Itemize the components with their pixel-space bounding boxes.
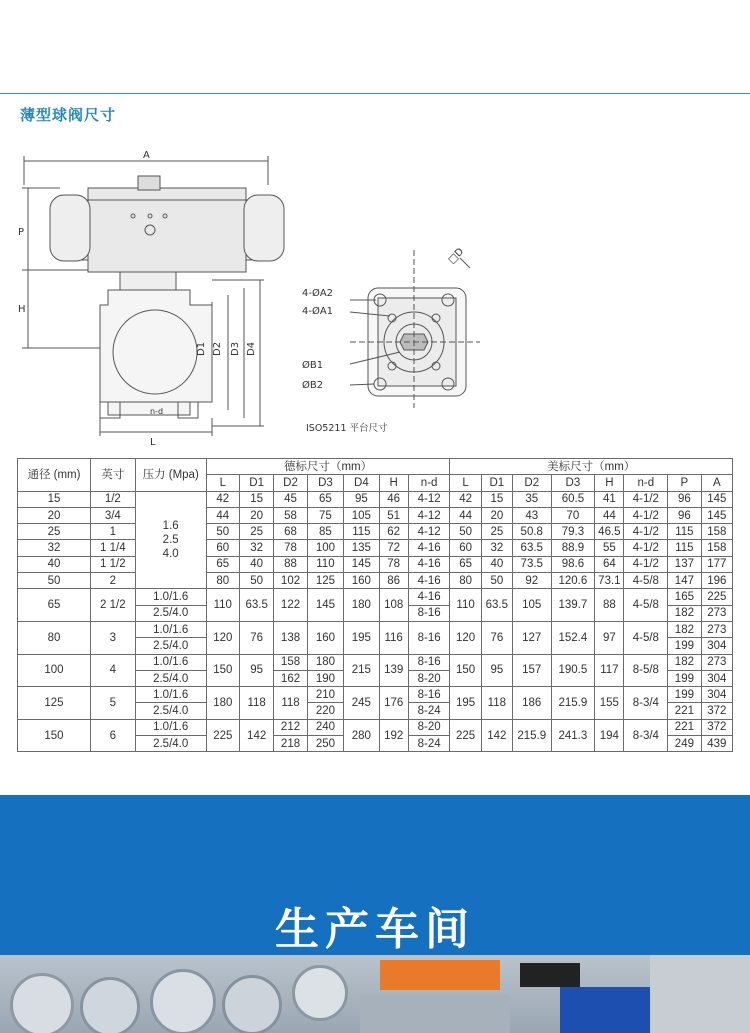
cell-ansi: 15 bbox=[481, 491, 512, 507]
cell-ansi: 145 bbox=[701, 491, 732, 507]
cell-ansi: 372 bbox=[701, 719, 732, 735]
cell-dn: 50 bbox=[18, 573, 91, 589]
cell-din: 220 bbox=[307, 703, 343, 719]
header-inch: 英寸 bbox=[90, 459, 135, 492]
cell-din: 85 bbox=[307, 524, 343, 540]
cell-din: 45 bbox=[274, 491, 307, 507]
cell-din: 250 bbox=[307, 736, 343, 752]
cell-ansi: 199 bbox=[668, 638, 701, 654]
header-din-col: D4 bbox=[344, 475, 379, 491]
banner-title: 生产车间 bbox=[275, 904, 475, 955]
cell-ansi: 142 bbox=[481, 719, 512, 752]
cell-ansi: 96 bbox=[668, 491, 701, 507]
cell-ansi: 50.8 bbox=[512, 524, 551, 540]
header-ansi-col: A bbox=[701, 475, 732, 491]
header-row-1 bbox=[18, 459, 733, 475]
cell-ansi: 186 bbox=[512, 687, 551, 720]
cell-din: 4-12 bbox=[408, 491, 450, 507]
table-row bbox=[18, 507, 733, 523]
header-ansi: 美标尺寸（mm） bbox=[450, 459, 733, 475]
cell-din: 88 bbox=[274, 556, 307, 572]
header-dn: 通径 (mm) bbox=[18, 459, 91, 492]
cell-pressure: 1.0/1.6 bbox=[135, 589, 206, 605]
cell-ansi: 63.5 bbox=[512, 540, 551, 556]
cell-ansi: 44 bbox=[450, 507, 481, 523]
cell-din: 76 bbox=[239, 621, 273, 654]
cell-pressure: 2.5/4.0 bbox=[135, 605, 206, 621]
cell-din: 95 bbox=[344, 491, 379, 507]
cell-dn: 32 bbox=[18, 540, 91, 556]
pressure-value: 4.0 bbox=[162, 547, 179, 560]
cell-pressure: 2.5/4.0 bbox=[135, 703, 206, 719]
cell-dn: 125 bbox=[18, 687, 91, 720]
table-row bbox=[18, 491, 733, 507]
spec-table-body bbox=[18, 459, 733, 752]
cell-ansi: 158 bbox=[701, 524, 732, 540]
cell-ansi: 35 bbox=[512, 491, 551, 507]
cell-din: 42 bbox=[206, 491, 239, 507]
cell-din: 100 bbox=[307, 540, 343, 556]
cell-din: 120 bbox=[206, 621, 239, 654]
cell-ansi: 137 bbox=[668, 556, 701, 572]
cell-ansi: 115 bbox=[668, 524, 701, 540]
table-row bbox=[18, 573, 733, 589]
cell-din: 162 bbox=[274, 670, 307, 686]
cell-ansi: 177 bbox=[701, 556, 732, 572]
label-a1: 4-ØA1 bbox=[302, 306, 334, 317]
cell-ansi: 46.5 bbox=[595, 524, 624, 540]
cell-ansi: 182 bbox=[668, 654, 701, 670]
section-title: 薄型球阀尺寸 bbox=[20, 106, 117, 124]
cell-ansi: 199 bbox=[668, 687, 701, 703]
cell-din: 32 bbox=[239, 540, 273, 556]
cell-ansi: 79.3 bbox=[551, 524, 595, 540]
cell-ansi: 165 bbox=[668, 589, 701, 605]
cell-ansi: 73.5 bbox=[512, 556, 551, 572]
cell-din: 40 bbox=[239, 556, 273, 572]
cell-ansi: 25 bbox=[481, 524, 512, 540]
cell-ansi: 241.3 bbox=[551, 719, 595, 752]
cell-ansi: 50 bbox=[481, 573, 512, 589]
cell-din: 176 bbox=[379, 687, 408, 720]
cell-din: 102 bbox=[274, 573, 307, 589]
cell-ansi: 273 bbox=[701, 621, 732, 637]
cell-din: 122 bbox=[274, 589, 307, 622]
cell-din: 145 bbox=[344, 556, 379, 572]
table-row bbox=[18, 687, 733, 703]
cell-ansi: 98.6 bbox=[551, 556, 595, 572]
cell-din: 225 bbox=[206, 719, 239, 752]
cell-inch: 3 bbox=[90, 621, 135, 654]
cell-ansi: 118 bbox=[481, 687, 512, 720]
cell-din: 110 bbox=[307, 556, 343, 572]
cell-din: 4-12 bbox=[408, 524, 450, 540]
cell-ansi: 43 bbox=[512, 507, 551, 523]
cell-ansi: 199 bbox=[668, 670, 701, 686]
cell-ansi: 8-3/4 bbox=[624, 687, 668, 720]
cell-ansi: 4-5/8 bbox=[624, 621, 668, 654]
cell-ansi: 196 bbox=[701, 573, 732, 589]
cell-ansi: 40 bbox=[481, 556, 512, 572]
cell-inch: 6 bbox=[90, 719, 135, 752]
cell-din: 150 bbox=[206, 654, 239, 687]
cell-din: 68 bbox=[274, 524, 307, 540]
cell-din: 215 bbox=[344, 654, 379, 687]
cell-ansi: 120.6 bbox=[551, 573, 595, 589]
cell-din: 15 bbox=[239, 491, 273, 507]
cell-din: 135 bbox=[344, 540, 379, 556]
cell-dn: 150 bbox=[18, 719, 91, 752]
cell-ansi: 182 bbox=[668, 605, 701, 621]
cell-ansi: 4-5/8 bbox=[624, 589, 668, 622]
pressure-value: 2.5 bbox=[162, 533, 179, 546]
cell-inch: 1/2 bbox=[90, 491, 135, 507]
dim-l: L bbox=[150, 437, 156, 448]
header-din-col: D3 bbox=[307, 475, 343, 491]
pressure-value: 1.6 bbox=[162, 519, 179, 532]
cell-din: 60 bbox=[206, 540, 239, 556]
cell-ansi: 110 bbox=[450, 589, 481, 622]
cell-dn: 40 bbox=[18, 556, 91, 572]
cell-din: 72 bbox=[379, 540, 408, 556]
cell-ansi: 304 bbox=[701, 638, 732, 654]
cell-ansi: 225 bbox=[450, 719, 481, 752]
cell-ansi: 150 bbox=[450, 654, 481, 687]
dim-p: P bbox=[18, 227, 25, 238]
header-ansi-col: D1 bbox=[481, 475, 512, 491]
cell-din: 190 bbox=[307, 670, 343, 686]
cell-din: 63.5 bbox=[239, 589, 273, 622]
cell-ansi: 195 bbox=[450, 687, 481, 720]
cell-ansi: 145 bbox=[701, 507, 732, 523]
cell-dn: 25 bbox=[18, 524, 91, 540]
cell-inch: 4 bbox=[90, 654, 135, 687]
dim-h: H bbox=[18, 304, 26, 315]
cell-ansi: 60 bbox=[450, 540, 481, 556]
cell-ansi: 4-1/2 bbox=[624, 540, 668, 556]
dim-d3: D3 bbox=[230, 341, 241, 356]
cell-din: 8-20 bbox=[408, 670, 450, 686]
cell-din: 75 bbox=[307, 507, 343, 523]
cell-pressure: 1.0/1.6 bbox=[135, 687, 206, 703]
cell-ansi: 4-5/8 bbox=[624, 573, 668, 589]
cell-din: 50 bbox=[239, 573, 273, 589]
cell-ansi: 4-1/2 bbox=[624, 556, 668, 572]
table-row bbox=[18, 540, 733, 556]
cell-din: 4-12 bbox=[408, 507, 450, 523]
table-row bbox=[18, 524, 733, 540]
cell-din: 4-16 bbox=[408, 540, 450, 556]
cell-din: 125 bbox=[307, 573, 343, 589]
cell-din: 210 bbox=[307, 687, 343, 703]
cell-ansi: 32 bbox=[481, 540, 512, 556]
table-row bbox=[18, 589, 733, 605]
cell-ansi: 155 bbox=[595, 687, 624, 720]
cell-din: 280 bbox=[344, 719, 379, 752]
table-row bbox=[18, 654, 733, 670]
cell-ansi: 304 bbox=[701, 687, 732, 703]
table-row bbox=[18, 556, 733, 572]
cell-din: 58 bbox=[274, 507, 307, 523]
cell-ansi: 64 bbox=[595, 556, 624, 572]
cell-din: 105 bbox=[344, 507, 379, 523]
cell-ansi: 127 bbox=[512, 621, 551, 654]
cell-din: 86 bbox=[379, 573, 408, 589]
cell-din: 50 bbox=[206, 524, 239, 540]
cell-din: 118 bbox=[274, 687, 307, 720]
cell-din: 118 bbox=[239, 687, 273, 720]
header-din-col: n-d bbox=[408, 475, 450, 491]
cell-din: 78 bbox=[274, 540, 307, 556]
cell-din: 142 bbox=[239, 719, 273, 752]
cell-ansi: 73.1 bbox=[595, 573, 624, 589]
workshop-photo bbox=[0, 955, 750, 1033]
cell-din: 80 bbox=[206, 573, 239, 589]
cell-ansi: 95 bbox=[481, 654, 512, 687]
dim-d2: D2 bbox=[212, 341, 223, 356]
header-din-col: L bbox=[206, 475, 239, 491]
cell-din: 116 bbox=[379, 621, 408, 654]
header-ansi-col: n-d bbox=[624, 475, 668, 491]
label-d: □D bbox=[446, 246, 467, 267]
cell-ansi: 215.9 bbox=[551, 687, 595, 720]
table-row bbox=[18, 719, 733, 735]
cell-din: 158 bbox=[274, 654, 307, 670]
cell-ansi: 120 bbox=[450, 621, 481, 654]
cell-inch: 1 1/2 bbox=[90, 556, 135, 572]
cell-pressure: 1.0/1.6 bbox=[135, 654, 206, 670]
header-ansi-col: P bbox=[668, 475, 701, 491]
cell-ansi: 4-1/2 bbox=[624, 491, 668, 507]
cell-dn: 100 bbox=[18, 654, 91, 687]
cell-ansi: 8-5/8 bbox=[624, 654, 668, 687]
cell-din: 180 bbox=[206, 687, 239, 720]
header-din: 德标尺寸（mm） bbox=[206, 459, 450, 475]
iso-caption: ISO5211 平台尺寸 bbox=[306, 423, 388, 434]
cell-ansi: 41 bbox=[595, 491, 624, 507]
cell-ansi: 105 bbox=[512, 589, 551, 622]
cell-ansi: 221 bbox=[668, 719, 701, 735]
cell-din: 51 bbox=[379, 507, 408, 523]
cell-inch: 2 bbox=[90, 573, 135, 589]
cell-din: 138 bbox=[274, 621, 307, 654]
cell-din: 62 bbox=[379, 524, 408, 540]
cell-din: 180 bbox=[307, 654, 343, 670]
cell-ansi: 42 bbox=[450, 491, 481, 507]
cell-inch: 3/4 bbox=[90, 507, 135, 523]
header-din-col: D1 bbox=[239, 475, 273, 491]
cell-ansi: 139.7 bbox=[551, 589, 595, 622]
label-a2: 4-ØA2 bbox=[302, 288, 334, 299]
cell-din: 8-20 bbox=[408, 719, 450, 735]
cell-ansi: 63.5 bbox=[481, 589, 512, 622]
cell-ansi: 88 bbox=[595, 589, 624, 622]
cell-inch: 5 bbox=[90, 687, 135, 720]
cell-dn: 80 bbox=[18, 621, 91, 654]
cell-din: 110 bbox=[206, 589, 239, 622]
cell-din: 240 bbox=[307, 719, 343, 735]
cell-din: 192 bbox=[379, 719, 408, 752]
cell-ansi: 273 bbox=[701, 654, 732, 670]
cell-pressure: 2.5/4.0 bbox=[135, 736, 206, 752]
cell-din: 115 bbox=[344, 524, 379, 540]
cell-ansi: 117 bbox=[595, 654, 624, 687]
cell-ansi: 96 bbox=[668, 507, 701, 523]
cell-din: 195 bbox=[344, 621, 379, 654]
cell-ansi: 215.9 bbox=[512, 719, 551, 752]
valve-drawing-svg bbox=[0, 140, 520, 450]
header-ansi-col: H bbox=[595, 475, 624, 491]
cell-din: 160 bbox=[344, 573, 379, 589]
cell-ansi: 76 bbox=[481, 621, 512, 654]
cell-din: 20 bbox=[239, 507, 273, 523]
label-b1: ØB1 bbox=[302, 360, 324, 371]
cell-din: 4-16 bbox=[408, 556, 450, 572]
cell-ansi: 221 bbox=[668, 703, 701, 719]
cell-din: 65 bbox=[206, 556, 239, 572]
cell-ansi: 97 bbox=[595, 621, 624, 654]
cell-din: 44 bbox=[206, 507, 239, 523]
cell-din: 8-24 bbox=[408, 703, 450, 719]
dim-d1: D1 bbox=[196, 341, 207, 356]
cell-din: 95 bbox=[239, 654, 273, 687]
cell-din: 160 bbox=[307, 621, 343, 654]
cell-ansi: 65 bbox=[450, 556, 481, 572]
cell-ansi: 70 bbox=[551, 507, 595, 523]
cell-ansi: 147 bbox=[668, 573, 701, 589]
cell-ansi: 55 bbox=[595, 540, 624, 556]
cell-din: 25 bbox=[239, 524, 273, 540]
cell-din: 145 bbox=[307, 589, 343, 622]
cell-pressure: 1.0/1.6 bbox=[135, 621, 206, 637]
cell-inch: 1 1/4 bbox=[90, 540, 135, 556]
cell-ansi: 80 bbox=[450, 573, 481, 589]
cell-dn: 20 bbox=[18, 507, 91, 523]
cell-pressure: 2.5/4.0 bbox=[135, 638, 206, 654]
cell-ansi: 4-1/2 bbox=[624, 507, 668, 523]
header-ansi-col: D3 bbox=[551, 475, 595, 491]
cell-ansi: 44 bbox=[595, 507, 624, 523]
cell-pressure: 1.0/1.6 bbox=[135, 719, 206, 735]
cell-din: 78 bbox=[379, 556, 408, 572]
cell-din: 108 bbox=[379, 589, 408, 622]
cell-din: 139 bbox=[379, 654, 408, 687]
header-din-col: D2 bbox=[274, 475, 307, 491]
cell-pressure-merged bbox=[135, 491, 206, 589]
cell-din: 65 bbox=[307, 491, 343, 507]
cell-ansi: 372 bbox=[701, 703, 732, 719]
cell-inch: 2 1/2 bbox=[90, 589, 135, 622]
cell-pressure: 2.5/4.0 bbox=[135, 670, 206, 686]
cell-ansi: 273 bbox=[701, 605, 732, 621]
label-b2: ØB2 bbox=[302, 380, 324, 391]
cell-ansi: 4-1/2 bbox=[624, 524, 668, 540]
valve-drawing bbox=[0, 140, 520, 450]
cell-ansi: 50 bbox=[450, 524, 481, 540]
header-din-col: H bbox=[379, 475, 408, 491]
cell-ansi: 439 bbox=[701, 736, 732, 752]
cell-din: 4-16 bbox=[408, 589, 450, 605]
header-ansi-col: D2 bbox=[512, 475, 551, 491]
cell-din: 8-16 bbox=[408, 654, 450, 670]
dim-nd: n-d bbox=[150, 407, 164, 416]
spec-table bbox=[17, 458, 733, 752]
cell-inch: 1 bbox=[90, 524, 135, 540]
cell-ansi: 158 bbox=[701, 540, 732, 556]
header-ansi-col: L bbox=[450, 475, 481, 491]
cell-ansi: 157 bbox=[512, 654, 551, 687]
table-row bbox=[18, 621, 733, 637]
cell-ansi: 20 bbox=[481, 507, 512, 523]
cell-ansi: 88.9 bbox=[551, 540, 595, 556]
cell-ansi: 249 bbox=[668, 736, 701, 752]
cell-din: 8-16 bbox=[408, 687, 450, 703]
cell-ansi: 194 bbox=[595, 719, 624, 752]
header-pressure: 压力 (Mpa) bbox=[135, 459, 206, 492]
cell-ansi: 60.5 bbox=[551, 491, 595, 507]
cell-ansi: 182 bbox=[668, 621, 701, 637]
cell-din: 245 bbox=[344, 687, 379, 720]
cell-ansi: 152.4 bbox=[551, 621, 595, 654]
cell-din: 4-16 bbox=[408, 573, 450, 589]
cell-ansi: 115 bbox=[668, 540, 701, 556]
dim-d4: D4 bbox=[246, 341, 257, 356]
cell-din: 212 bbox=[274, 719, 307, 735]
cell-din: 46 bbox=[379, 491, 408, 507]
cell-ansi: 8-3/4 bbox=[624, 719, 668, 752]
cell-din: 8-24 bbox=[408, 736, 450, 752]
cell-ansi: 225 bbox=[701, 589, 732, 605]
cell-ansi: 92 bbox=[512, 573, 551, 589]
cell-dn: 65 bbox=[18, 589, 91, 622]
top-divider bbox=[0, 93, 750, 94]
cell-din: 180 bbox=[344, 589, 379, 622]
cell-ansi: 304 bbox=[701, 670, 732, 686]
dim-a: A bbox=[143, 150, 150, 161]
cell-din: 8-16 bbox=[408, 621, 450, 654]
cell-din: 8-16 bbox=[408, 605, 450, 621]
cell-ansi: 190.5 bbox=[551, 654, 595, 687]
cell-din: 218 bbox=[274, 736, 307, 752]
cell-dn: 15 bbox=[18, 491, 91, 507]
